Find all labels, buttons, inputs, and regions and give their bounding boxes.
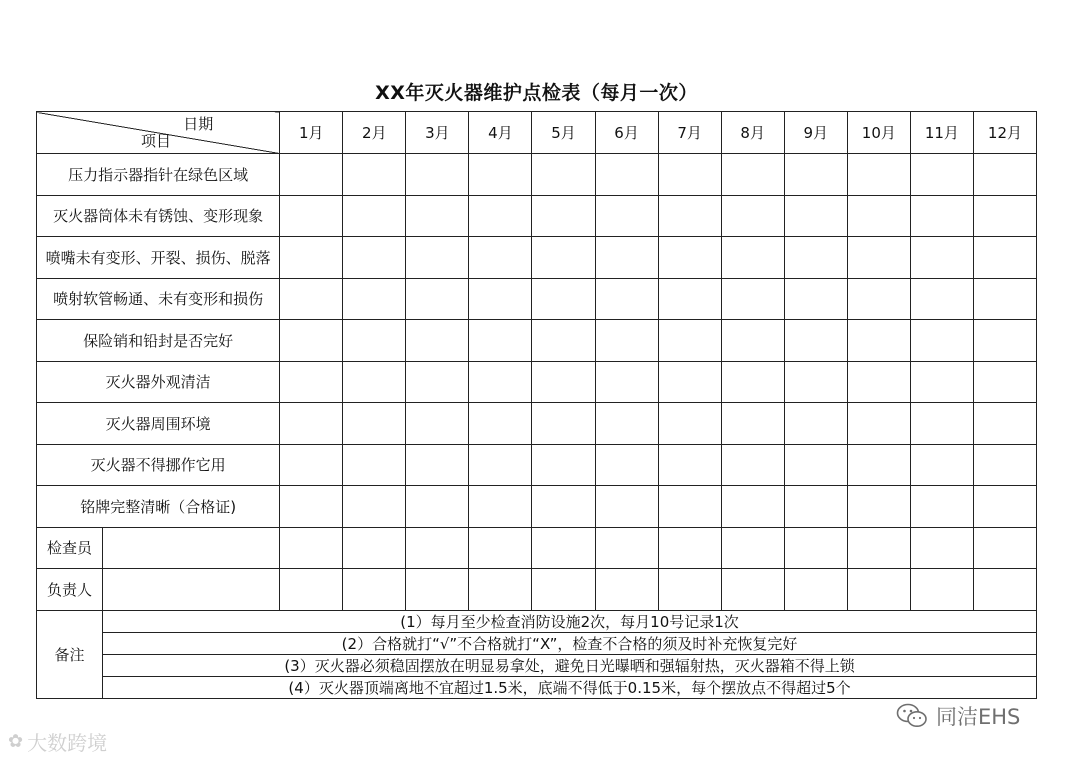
check-cell[interactable] xyxy=(658,569,721,611)
notes-label: 备注 xyxy=(37,610,103,698)
check-cell[interactable] xyxy=(595,320,658,362)
watermark-right xyxy=(896,701,1020,731)
check-cell[interactable] xyxy=(595,278,658,320)
note-text: (2）合格就打“√”不合格就打“X”，检查不合格的须及时补充恢复完好 xyxy=(103,632,1037,654)
check-cell[interactable] xyxy=(910,527,973,569)
signature-row xyxy=(37,569,1037,611)
check-cell[interactable] xyxy=(532,486,595,528)
check-cell[interactable] xyxy=(406,320,469,362)
check-cell[interactable] xyxy=(595,444,658,486)
check-cell[interactable] xyxy=(910,237,973,279)
check-cell[interactable] xyxy=(721,154,784,196)
check-cell[interactable] xyxy=(343,527,406,569)
check-cell[interactable] xyxy=(973,320,1036,362)
check-cell[interactable] xyxy=(532,237,595,279)
check-cell[interactable] xyxy=(532,278,595,320)
note-text: (3）灭火器必须稳固摆放在明显易拿处，避免日光曝晒和强辐射热，灭火器箱不得上锁 xyxy=(103,654,1037,676)
month-header-2: 2月 xyxy=(343,112,406,154)
check-cell[interactable] xyxy=(784,403,847,445)
check-cell[interactable] xyxy=(973,361,1036,403)
check-cell[interactable] xyxy=(847,154,910,196)
check-cell[interactable] xyxy=(973,237,1036,279)
check-cell[interactable] xyxy=(784,486,847,528)
check-cell[interactable] xyxy=(910,486,973,528)
check-cell[interactable] xyxy=(847,569,910,611)
item-row xyxy=(37,403,1037,445)
check-cell[interactable] xyxy=(280,195,343,237)
check-cell[interactable] xyxy=(595,237,658,279)
item-row xyxy=(37,320,1037,362)
item-row xyxy=(37,486,1037,528)
check-cell[interactable] xyxy=(343,278,406,320)
check-cell[interactable] xyxy=(910,154,973,196)
check-cell[interactable] xyxy=(469,195,532,237)
check-cell[interactable] xyxy=(406,403,469,445)
month-header-1: 1月 xyxy=(280,112,343,154)
check-cell[interactable] xyxy=(847,444,910,486)
signature-label: 检查员 xyxy=(37,527,103,569)
check-cell[interactable] xyxy=(784,361,847,403)
check-cell[interactable] xyxy=(973,278,1036,320)
check-cell[interactable] xyxy=(532,444,595,486)
month-header-10: 10月 xyxy=(847,112,910,154)
item-label: 灭火器筒体未有锈蚀、变形现象 xyxy=(37,195,280,237)
check-cell[interactable] xyxy=(595,569,658,611)
check-cell[interactable] xyxy=(280,278,343,320)
check-cell[interactable] xyxy=(595,527,658,569)
check-cell[interactable] xyxy=(721,320,784,362)
check-cell[interactable] xyxy=(532,195,595,237)
check-cell[interactable] xyxy=(280,154,343,196)
check-cell[interactable] xyxy=(658,154,721,196)
check-cell[interactable] xyxy=(910,569,973,611)
diagonal-header-cell xyxy=(37,112,280,154)
item-label: 铭牌完整清晰（合格证) xyxy=(37,486,280,528)
check-cell[interactable] xyxy=(280,569,343,611)
check-cell[interactable] xyxy=(280,237,343,279)
check-cell[interactable] xyxy=(280,403,343,445)
check-cell[interactable] xyxy=(406,237,469,279)
check-cell[interactable] xyxy=(721,195,784,237)
check-cell[interactable] xyxy=(721,237,784,279)
check-cell[interactable] xyxy=(658,444,721,486)
check-cell[interactable] xyxy=(658,486,721,528)
check-cell[interactable] xyxy=(973,154,1036,196)
item-row xyxy=(37,154,1037,196)
check-cell[interactable] xyxy=(784,444,847,486)
check-cell[interactable] xyxy=(406,195,469,237)
check-cell[interactable] xyxy=(469,569,532,611)
check-cell[interactable] xyxy=(910,278,973,320)
check-cell[interactable] xyxy=(406,527,469,569)
check-cell[interactable] xyxy=(721,278,784,320)
watermark-right-text: 同洁EHS xyxy=(936,705,1021,729)
check-cell[interactable] xyxy=(343,237,406,279)
check-cell[interactable] xyxy=(721,486,784,528)
signature-name-cell[interactable] xyxy=(103,527,280,569)
check-cell[interactable] xyxy=(847,237,910,279)
check-cell[interactable] xyxy=(658,237,721,279)
page-title: XX年灭火器维护点检表（每月一次） xyxy=(375,82,698,104)
check-cell[interactable] xyxy=(973,527,1036,569)
note-row xyxy=(37,654,1037,676)
check-cell[interactable] xyxy=(280,361,343,403)
check-cell[interactable] xyxy=(532,320,595,362)
item-header-label: 项目 xyxy=(141,132,172,150)
signature-label: 负责人 xyxy=(37,569,103,611)
check-cell[interactable] xyxy=(406,569,469,611)
check-cell[interactable] xyxy=(784,237,847,279)
item-label: 灭火器外观清洁 xyxy=(37,361,280,403)
check-cell[interactable] xyxy=(469,361,532,403)
month-header-8: 8月 xyxy=(721,112,784,154)
item-label: 灭火器不得挪作它用 xyxy=(37,444,280,486)
month-header-6: 6月 xyxy=(595,112,658,154)
check-cell[interactable] xyxy=(532,403,595,445)
month-header-12: 12月 xyxy=(973,112,1036,154)
check-cell[interactable] xyxy=(469,527,532,569)
check-cell[interactable] xyxy=(343,154,406,196)
check-cell[interactable] xyxy=(847,486,910,528)
check-cell[interactable] xyxy=(973,569,1036,611)
check-cell[interactable] xyxy=(469,486,532,528)
dashuju-logo-icon: ✿ xyxy=(8,731,24,752)
check-cell[interactable] xyxy=(280,444,343,486)
month-header-11: 11月 xyxy=(910,112,973,154)
month-header-9: 9月 xyxy=(784,112,847,154)
check-cell[interactable] xyxy=(406,278,469,320)
check-cell[interactable] xyxy=(784,569,847,611)
note-row xyxy=(37,610,1037,632)
check-cell[interactable] xyxy=(532,154,595,196)
check-cell[interactable] xyxy=(343,195,406,237)
check-cell[interactable] xyxy=(658,361,721,403)
check-cell[interactable] xyxy=(910,195,973,237)
check-cell[interactable] xyxy=(532,569,595,611)
check-cell[interactable] xyxy=(469,444,532,486)
check-cell[interactable] xyxy=(343,569,406,611)
check-cell[interactable] xyxy=(406,154,469,196)
check-cell[interactable] xyxy=(595,154,658,196)
check-cell[interactable] xyxy=(595,195,658,237)
header-row xyxy=(37,112,1037,154)
check-cell[interactable] xyxy=(406,486,469,528)
check-cell[interactable] xyxy=(973,195,1036,237)
month-header-3: 3月 xyxy=(406,112,469,154)
note-text: (4）灭火器顶端离地不宜超过1.5米，底端不得低于0.15米，每个摆放点不得超过5个 xyxy=(103,676,1037,698)
wechat-icon xyxy=(896,703,928,729)
check-cell[interactable] xyxy=(406,361,469,403)
item-row xyxy=(37,237,1037,279)
check-cell[interactable] xyxy=(343,320,406,362)
note-row xyxy=(37,676,1037,698)
check-cell[interactable] xyxy=(973,444,1036,486)
check-cell[interactable] xyxy=(784,154,847,196)
note-text: (1）每月至少检查消防设施2次，每月10号记录1次 xyxy=(103,610,1037,632)
signature-name-cell[interactable] xyxy=(103,569,280,611)
check-cell[interactable] xyxy=(973,403,1036,445)
month-header-4: 4月 xyxy=(469,112,532,154)
check-cell[interactable] xyxy=(280,527,343,569)
date-header-label: 日期 xyxy=(183,115,214,133)
watermark-left xyxy=(8,727,107,756)
check-cell[interactable] xyxy=(595,486,658,528)
check-cell[interactable] xyxy=(658,403,721,445)
signature-row xyxy=(37,527,1037,569)
month-header-7: 7月 xyxy=(658,112,721,154)
item-row xyxy=(37,444,1037,486)
check-cell[interactable] xyxy=(973,486,1036,528)
check-cell[interactable] xyxy=(469,237,532,279)
item-row xyxy=(37,361,1037,403)
check-cell[interactable] xyxy=(343,486,406,528)
check-cell[interactable] xyxy=(469,154,532,196)
item-row xyxy=(37,195,1037,237)
check-cell[interactable] xyxy=(721,527,784,569)
check-cell[interactable] xyxy=(658,195,721,237)
note-row xyxy=(37,632,1037,654)
check-cell[interactable] xyxy=(280,486,343,528)
check-cell[interactable] xyxy=(847,195,910,237)
check-cell[interactable] xyxy=(784,527,847,569)
item-label: 喷嘴未有变形、开裂、损伤、脱落 xyxy=(37,237,280,279)
item-label: 喷射软管畅通、未有变形和损伤 xyxy=(37,278,280,320)
check-cell[interactable] xyxy=(847,320,910,362)
check-cell[interactable] xyxy=(343,444,406,486)
check-cell[interactable] xyxy=(847,403,910,445)
item-label: 灭火器周围环境 xyxy=(37,403,280,445)
check-cell[interactable] xyxy=(721,403,784,445)
check-cell[interactable] xyxy=(595,403,658,445)
check-cell[interactable] xyxy=(280,320,343,362)
item-row xyxy=(37,278,1037,320)
check-cell[interactable] xyxy=(595,361,658,403)
check-cell[interactable] xyxy=(469,320,532,362)
check-cell[interactable] xyxy=(406,444,469,486)
check-cell[interactable] xyxy=(847,361,910,403)
check-cell[interactable] xyxy=(532,361,595,403)
check-cell[interactable] xyxy=(784,320,847,362)
check-cell[interactable] xyxy=(658,527,721,569)
month-header-5: 5月 xyxy=(532,112,595,154)
check-cell[interactable] xyxy=(847,527,910,569)
check-cell[interactable] xyxy=(847,278,910,320)
check-cell[interactable] xyxy=(910,444,973,486)
inspection-table xyxy=(36,111,1037,699)
check-cell[interactable] xyxy=(910,361,973,403)
check-cell[interactable] xyxy=(721,569,784,611)
check-cell[interactable] xyxy=(532,527,595,569)
watermark-left-text: 大数跨境 xyxy=(27,731,108,755)
check-cell[interactable] xyxy=(784,195,847,237)
check-cell[interactable] xyxy=(658,320,721,362)
item-label: 压力指示器指针在绿色区域 xyxy=(37,154,280,196)
check-cell[interactable] xyxy=(721,444,784,486)
check-cell[interactable] xyxy=(469,278,532,320)
check-cell[interactable] xyxy=(343,403,406,445)
check-cell[interactable] xyxy=(784,278,847,320)
check-cell[interactable] xyxy=(910,320,973,362)
check-cell[interactable] xyxy=(910,403,973,445)
check-cell[interactable] xyxy=(343,361,406,403)
check-cell[interactable] xyxy=(469,403,532,445)
item-label: 保险销和铅封是否完好 xyxy=(37,320,280,362)
check-cell[interactable] xyxy=(721,361,784,403)
check-cell[interactable] xyxy=(658,278,721,320)
